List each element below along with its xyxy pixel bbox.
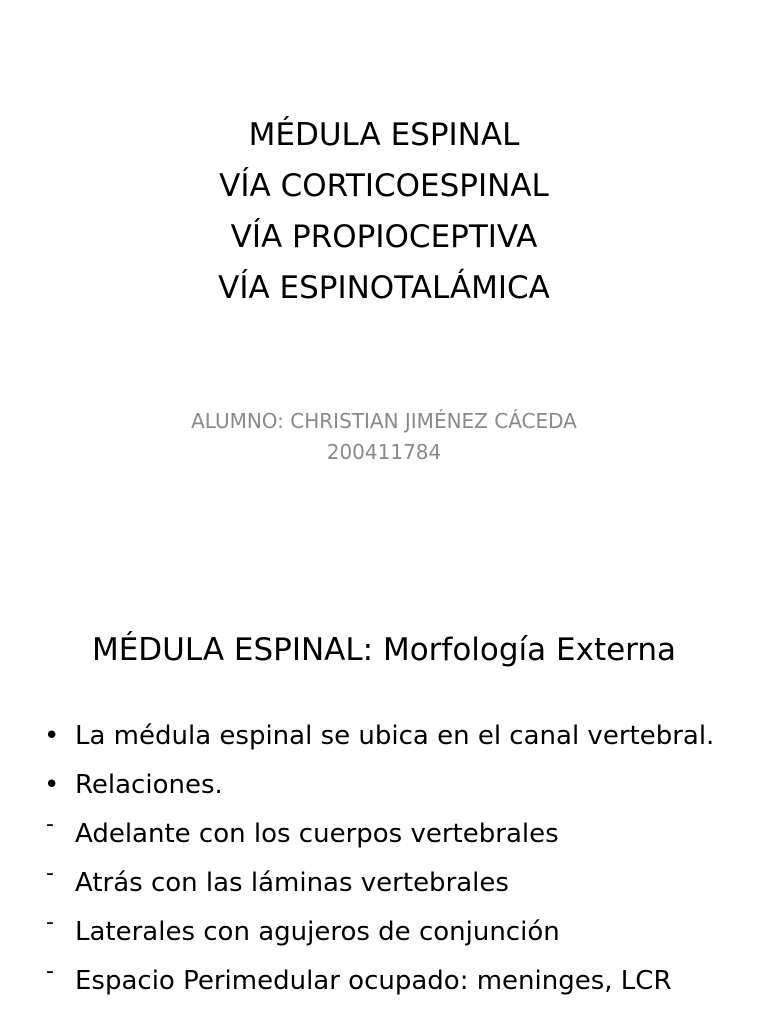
bullet-list [0, 716, 768, 1010]
list-item-text: Relaciones. [75, 770, 223, 800]
bullet-marker: • [44, 770, 60, 800]
content-slide-title: MÉDULA ESPINAL: Morfología Externa [91, 632, 677, 668]
list-item-text: Espacio Perimedular ocupado: meninges, LCR [75, 966, 672, 996]
student-name: ALUMNO: CHRISTIAN JIMÉNEZ CÁCEDA [191, 409, 577, 433]
student-id: 200411784 [326, 440, 442, 464]
dash-marker: - [46, 812, 54, 837]
title-line: VÍA PROPIOCEPTIVA [230, 219, 538, 255]
list-item-text: La médula espinal se ubica en el canal vertebral. [75, 721, 715, 751]
bullet-marker: • [44, 721, 60, 751]
list-item-text: Laterales con agujeros de conjunción [75, 917, 560, 947]
list-item [0, 814, 768, 854]
slide-subtitle [0, 406, 768, 468]
title-line: MÉDULA ESPINAL [248, 117, 520, 153]
title-line: VÍA CORTICOESPINAL [219, 168, 549, 204]
slide-title [0, 110, 768, 314]
dash-marker: - [46, 861, 54, 886]
list-item [0, 912, 768, 952]
dash-marker: - [46, 959, 54, 984]
list-item-text: Atrás con las láminas vertebrales [75, 868, 509, 898]
list-item [0, 961, 768, 1001]
list-item [0, 765, 768, 805]
list-item [0, 716, 768, 756]
list-item-text: Adelante con los cuerpos vertebrales [75, 819, 559, 849]
list-item [0, 863, 768, 903]
content-slide [0, 576, 768, 1024]
dash-marker: - [46, 910, 54, 935]
title-line: VÍA ESPINOTALÁMICA [218, 270, 550, 306]
